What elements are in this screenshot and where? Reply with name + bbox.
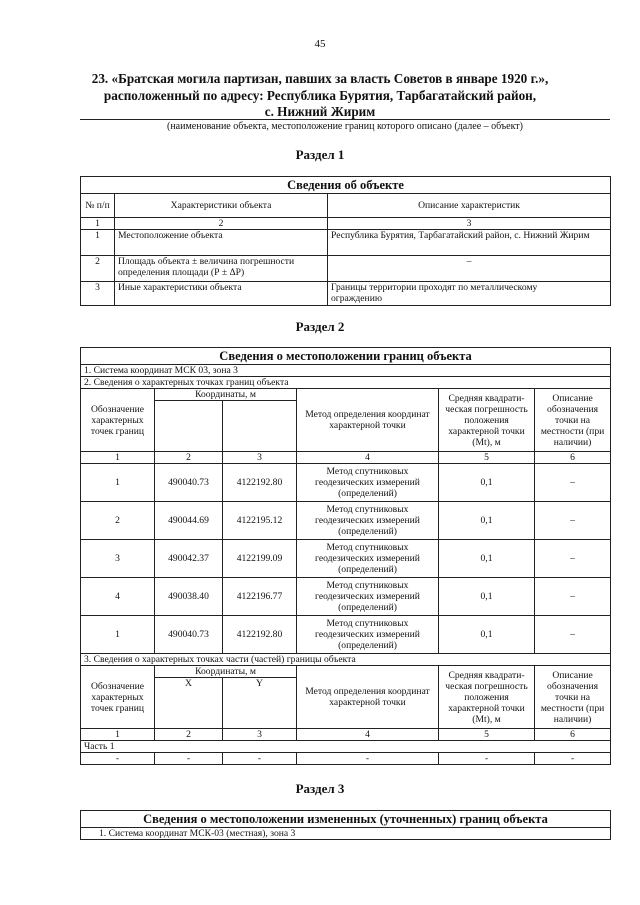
col-number: 2: [115, 218, 328, 230]
col-header-error: Средняя квадрати-ческая погрешность положения характерной точки (Mt), м: [439, 666, 535, 729]
col-header-y: [223, 401, 297, 452]
row-characteristic: Иные характеристики объекта: [115, 282, 328, 306]
col-header-point: Обозначение характерных точек границ: [81, 666, 155, 729]
col-header-x: [155, 401, 223, 452]
subsection-boundary-points: 2. Сведения о характерных точках границ объекта: [81, 377, 611, 389]
point-error: 0,1: [439, 502, 535, 540]
point-description: –: [535, 464, 611, 502]
col-number: 1: [81, 452, 155, 464]
col-header-coordinates: Координаты, м: [155, 389, 297, 401]
table-row: [81, 616, 611, 654]
point-x: 490044.69: [155, 502, 223, 540]
title-underline: [80, 119, 610, 120]
point-name: 1: [81, 464, 155, 502]
point-name: 3: [81, 540, 155, 578]
title-line-2: расположенный по адресу: Республика Бурятия, Тарбагатайский район,: [103, 87, 537, 103]
title-line-1: 23. «Братская могила партизан, павших за власть Советов в январе 1920 г.»,: [91, 71, 549, 86]
point-description: –: [535, 502, 611, 540]
part-cell: -: [81, 753, 155, 765]
col-header-x: X: [155, 678, 223, 729]
col-number: 3: [328, 218, 611, 230]
point-method: Метод спутниковых геодезических измерений (определений): [297, 502, 439, 540]
col-number: 4: [297, 729, 439, 741]
col-number: 2: [155, 729, 223, 741]
col-number: 6: [535, 729, 611, 741]
point-name: 4: [81, 578, 155, 616]
point-y: 4122195.12: [223, 502, 297, 540]
col-header-point: Обозначение характерных точек границ: [81, 389, 155, 452]
col-number: 3: [223, 452, 297, 464]
object-info-table: [80, 176, 611, 306]
part-cell: -: [439, 753, 535, 765]
table-row: [81, 753, 611, 765]
row-characteristic: Местоположение объекта: [115, 230, 328, 256]
row-number: 3: [81, 282, 115, 306]
point-error: 0,1: [439, 464, 535, 502]
subsection-part-points: 3. Сведения о характерных точках части (частей) границы объекта: [81, 654, 611, 666]
col-header-characteristic: Характеристики объекта: [115, 194, 328, 218]
point-x: 490040.73: [155, 616, 223, 654]
changed-boundaries-title: Сведения о местоположении измененных (уточненных) границ объекта: [81, 811, 611, 828]
table-row: [81, 578, 611, 616]
coordinate-system: 1. Система координат МСК-03 (местная), зона 3: [81, 828, 611, 840]
col-number: 3: [223, 729, 297, 741]
boundary-table-title: Сведения о местоположении границ объекта: [81, 348, 611, 365]
col-header-coordinates: Координаты, м: [155, 666, 297, 678]
row-characteristic: Площадь объекта ± величина погрешности определения площади (Р ± ΔР): [115, 256, 328, 282]
part-label: Часть 1: [81, 741, 611, 753]
table-row: [81, 464, 611, 502]
row-description: –: [328, 256, 611, 282]
point-name: 2: [81, 502, 155, 540]
col-number: 2: [155, 452, 223, 464]
point-y: 4122196.77: [223, 578, 297, 616]
row-description: Республика Бурятия, Тарбагатайский район, с. Нижний Жирим: [328, 230, 611, 256]
table-row: [81, 256, 611, 282]
col-header-no: № п/п: [81, 194, 115, 218]
col-number: 4: [297, 452, 439, 464]
description-line-1: Границы территории проходят по металлическому: [331, 282, 538, 293]
col-header-point-description: Описание обозначения точки на местности (при наличии): [535, 389, 611, 452]
part-cell: -: [223, 753, 297, 765]
row-description: [328, 282, 611, 306]
section-2-heading: Раздел 2: [295, 319, 345, 334]
point-error: 0,1: [439, 578, 535, 616]
part-cell: -: [535, 753, 611, 765]
col-header-y: Y: [223, 678, 297, 729]
point-x: 490040.73: [155, 464, 223, 502]
table-row: [81, 282, 611, 306]
object-info-title: Сведения об объекте: [81, 177, 611, 194]
col-header-description: Описание характеристик: [328, 194, 611, 218]
col-number: 1: [81, 218, 115, 230]
point-error: 0,1: [439, 540, 535, 578]
part-cell: -: [297, 753, 439, 765]
point-method: Метод спутниковых геодезических измерений (определений): [297, 464, 439, 502]
col-number: 6: [535, 452, 611, 464]
section-1-heading: Раздел 1: [295, 147, 345, 162]
title-line-3: с. Нижний Жирим: [264, 104, 376, 119]
table-row: [81, 502, 611, 540]
coordinate-system: 1. Система координат МСК 03, зона 3: [81, 365, 611, 377]
table-row: [81, 230, 611, 256]
point-x: 490042.37: [155, 540, 223, 578]
col-header-point-description: Описание обозначения точки на местности (при наличии): [535, 666, 611, 729]
point-y: 4122192.80: [223, 464, 297, 502]
table-row: [81, 540, 611, 578]
point-description: –: [535, 578, 611, 616]
point-y: 4122199.09: [223, 540, 297, 578]
point-x: 490038.40: [155, 578, 223, 616]
part-cell: -: [155, 753, 223, 765]
point-y: 4122192.80: [223, 616, 297, 654]
object-title: [60, 71, 580, 121]
point-name: 1: [81, 616, 155, 654]
col-number: 5: [439, 452, 535, 464]
boundary-points-table: [80, 347, 611, 765]
point-method: Метод спутниковых геодезических измерений (определений): [297, 540, 439, 578]
section-3-heading: Раздел 3: [295, 781, 345, 796]
col-number: 5: [439, 729, 535, 741]
col-header-error: Средняя квадрати-ческая погрешность положения характерной точки (Mt), м: [439, 389, 535, 452]
title-caption: (наименование объекта, местоположение границ которого описано (далее – объект): [166, 121, 524, 132]
point-description: –: [535, 540, 611, 578]
page-number: 45: [314, 38, 326, 50]
row-number: 2: [81, 256, 115, 282]
point-method: Метод спутниковых геодезических измерений (определений): [297, 616, 439, 654]
row-number: 1: [81, 230, 115, 256]
point-error: 0,1: [439, 616, 535, 654]
col-number: 1: [81, 729, 155, 741]
col-header-method: Метод определения координат характерной точки: [297, 666, 439, 729]
col-header-method: Метод определения координат характерной точки: [297, 389, 439, 452]
description-line-2: ограждению: [331, 293, 382, 304]
point-description: –: [535, 616, 611, 654]
point-method: Метод спутниковых геодезических измерений (определений): [297, 578, 439, 616]
changed-boundaries-table: [80, 810, 611, 840]
